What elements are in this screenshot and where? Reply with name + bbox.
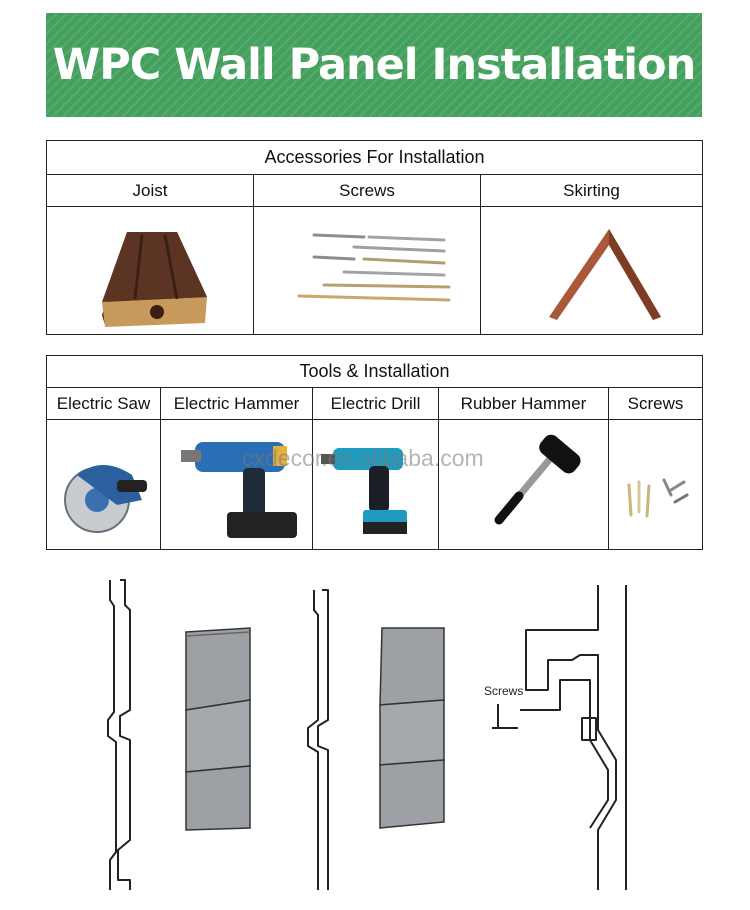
rubber-hammer-label: Rubber Hammer xyxy=(439,388,609,420)
title-banner xyxy=(46,13,702,117)
joist-image xyxy=(47,207,254,335)
electric-hammer-label: Electric Hammer xyxy=(161,388,313,420)
electric-saw-image xyxy=(47,420,161,550)
small-screws-label: Screws xyxy=(609,388,703,420)
electric-drill-image xyxy=(313,420,439,550)
joist-label: Joist xyxy=(47,175,254,207)
rubber-hammer-image xyxy=(439,420,609,550)
skirting-label: Skirting xyxy=(481,175,703,207)
diagram-screws-label: Screws xyxy=(484,684,524,698)
screws-image xyxy=(254,207,481,335)
accessories-title: Accessories For Installation xyxy=(47,141,703,175)
watermark: cxdecor.en.alibaba.com xyxy=(242,445,484,471)
page-title: WPC Wall Panel Installation xyxy=(52,40,696,90)
accessories-table xyxy=(46,140,703,335)
small-screws-image xyxy=(609,420,703,550)
electric-saw-label: Electric Saw xyxy=(47,388,161,420)
installation-diagram xyxy=(0,560,750,910)
screws-label: Screws xyxy=(254,175,481,207)
skirting-image xyxy=(481,207,703,335)
electric-hammer-image xyxy=(161,420,313,550)
electric-drill-label: Electric Drill xyxy=(313,388,439,420)
tools-title: Tools & Installation xyxy=(47,356,703,388)
